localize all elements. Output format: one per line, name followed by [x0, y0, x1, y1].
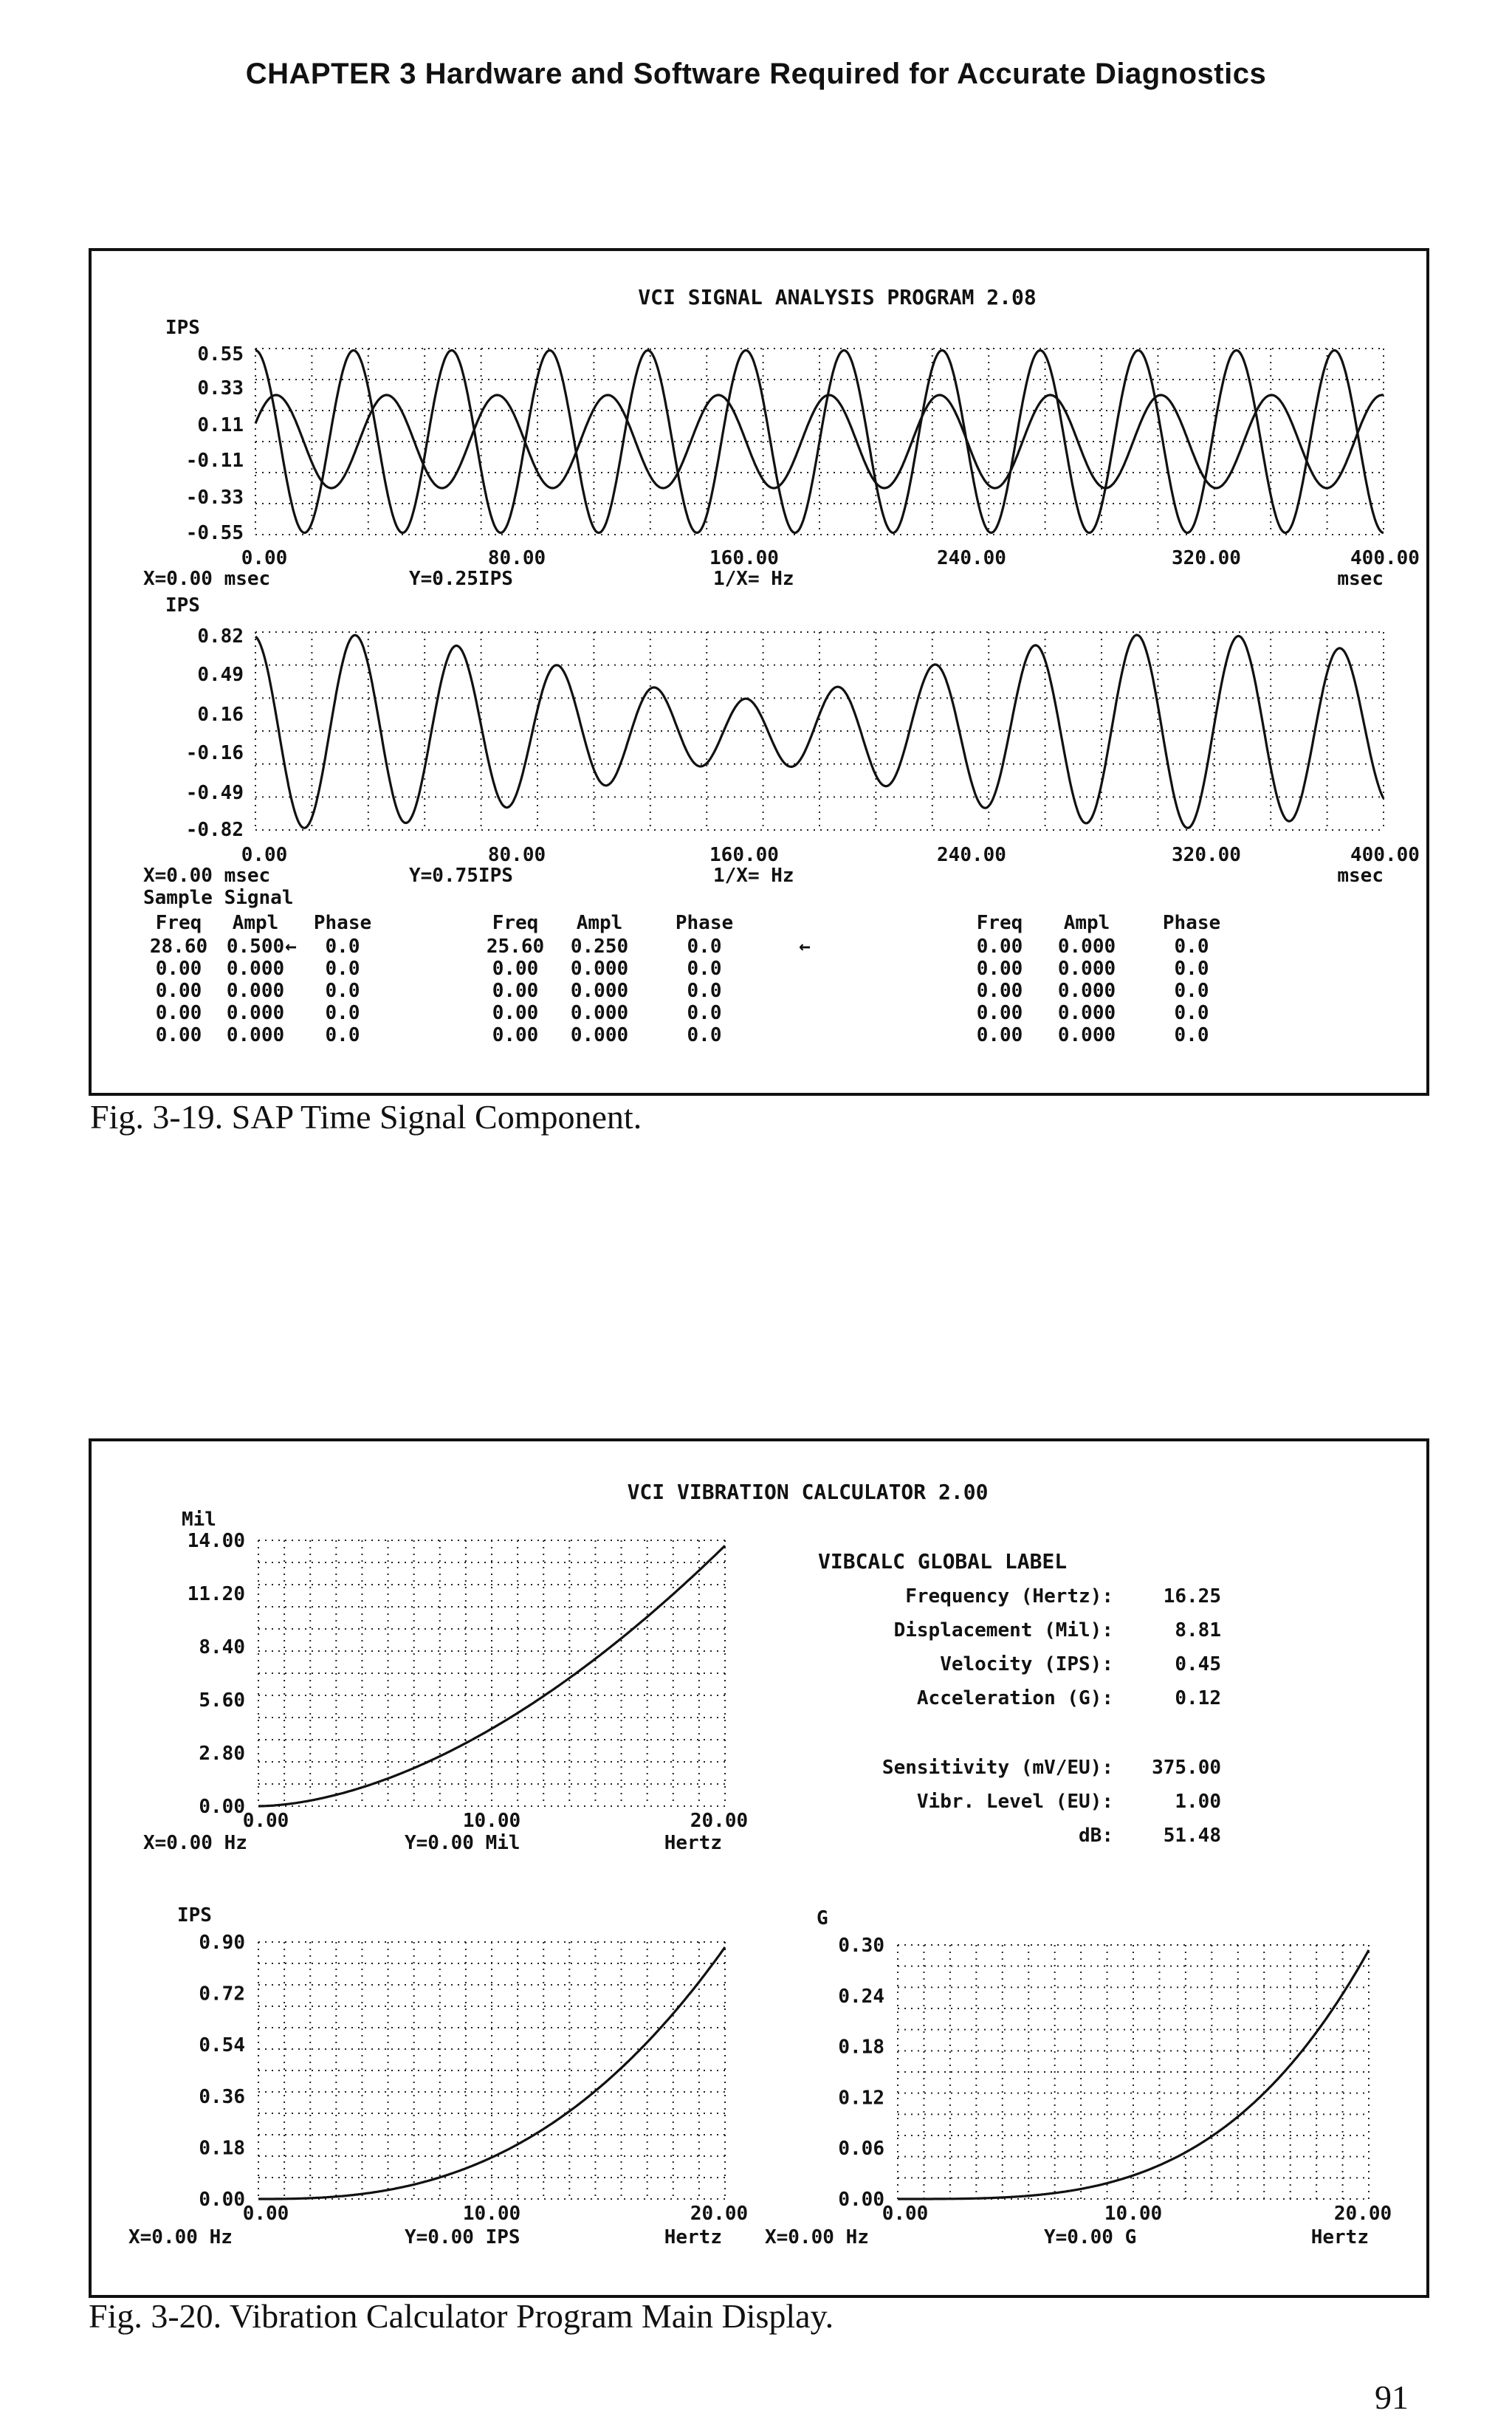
table-cell: 0.0: [325, 958, 360, 980]
fig-3-20-caption: Fig. 3-20. Vibration Calculator Program Main Display.: [89, 2297, 834, 2335]
disp-x-unit: Hertz: [664, 1832, 722, 1854]
plot1-xtick: 0.00: [241, 547, 288, 569]
disp-plot-xticks: [243, 1810, 748, 1832]
disp-ytick: 11.20: [187, 1583, 245, 1605]
table-cell: 0.00: [492, 1002, 539, 1024]
acc-ytick: 0.06: [838, 2138, 884, 2161]
table-cell: 0.0: [325, 980, 360, 1002]
table-cell: 0.000: [1057, 980, 1116, 1002]
plot2-ytick: 0.16: [197, 704, 244, 726]
acc-x-unit: Hertz: [1310, 2226, 1369, 2248]
table-cell: 0.00: [155, 958, 202, 980]
vel-ytick: 0.72: [199, 1983, 245, 2006]
table-cell: 0.00: [155, 1024, 202, 1046]
table-cell: 0.500: [226, 936, 285, 958]
plot1-xtick: 400.00: [1350, 547, 1420, 569]
table-cell: 0.000: [570, 980, 629, 1002]
page-number: 91: [1375, 2378, 1409, 2416]
table-cell: 0.000: [226, 958, 285, 980]
table-cell: 0.000: [1057, 936, 1116, 958]
table-header: Ampl: [232, 912, 279, 934]
plot2-yticks: [186, 625, 244, 841]
plot2-xtick: 80.00: [487, 844, 546, 866]
plot2-xtick: 240.00: [937, 844, 1006, 866]
acc-readout-y: Y=0.00 G: [1044, 2226, 1137, 2248]
table-header: Freq: [155, 912, 202, 934]
plot2-x-unit: msec: [1337, 865, 1384, 887]
acc-xtick: 20.00: [1333, 2203, 1392, 2225]
acc-plot-grid: [898, 1945, 1369, 2199]
vel-x-unit: Hertz: [664, 2226, 722, 2248]
plot1-readout-x: X=0.00 msec: [143, 568, 271, 590]
acc-ytick: 0.12: [838, 2087, 884, 2110]
disp-ytick: 5.60: [199, 1689, 245, 1712]
vcalc-screen-canvas: [92, 1441, 1426, 2295]
table-cell: 0.00: [976, 1002, 1023, 1024]
vel-xtick: 20.00: [690, 2203, 749, 2225]
disp-xtick: 10.00: [462, 1810, 521, 1832]
info-label: dB:: [1079, 1825, 1113, 1847]
table-cell: 0.0: [687, 1002, 722, 1024]
vel-ytick: 0.90: [199, 1932, 245, 1954]
disp-plot-grid: [258, 1540, 725, 1806]
table-cell: 0.000: [570, 1024, 629, 1046]
plot2-readout-y: Y=0.75IPS: [409, 865, 513, 887]
component-table: [150, 912, 1220, 1046]
table-header: Phase: [1162, 912, 1221, 934]
selected-row-arrow-icon: ←: [799, 936, 811, 958]
plot2-ytick: -0.82: [185, 819, 244, 841]
table-cell: 0.0: [687, 936, 722, 958]
table-cell: 0.0: [1174, 1024, 1209, 1046]
acc-plot-yticks: [838, 1935, 884, 2211]
acc-ytick: 0.18: [838, 2036, 884, 2059]
info-label: Sensitivity (mV/EU):: [882, 1757, 1113, 1779]
plot2-ytick: 0.49: [197, 664, 244, 686]
table-header: Freq: [976, 912, 1023, 934]
table-cell: 0.00: [976, 1024, 1023, 1046]
disp-plot-yticks: [188, 1530, 245, 1818]
table-cell: 0.00: [492, 958, 539, 980]
table-cell: 0.0: [687, 1024, 722, 1046]
info-value: 375.00: [1152, 1757, 1221, 1779]
info-label: Displacement (Mil):: [893, 1619, 1113, 1641]
plot1-xtick: 320.00: [1172, 547, 1241, 569]
vel-ytick: 0.00: [199, 2189, 245, 2211]
disp-readout-y: Y=0.00 Mil: [405, 1832, 520, 1854]
plot2-xtick: 0.00: [241, 844, 288, 866]
vel-readout-x: X=0.00 Hz: [128, 2226, 233, 2248]
plot2-readout-x: X=0.00 msec: [143, 865, 271, 887]
table-cell: 0.000: [570, 958, 629, 980]
info-value: 0.12: [1175, 1687, 1221, 1709]
vel-xtick: 0.00: [242, 2203, 289, 2225]
table-header: Phase: [313, 912, 372, 934]
plot2-ytick: -0.49: [185, 782, 244, 804]
table-cell: 0.000: [226, 980, 285, 1002]
acc-ytick: 0.30: [838, 1935, 884, 1957]
plot2-readout-inverse: 1/X= Hz: [713, 865, 794, 887]
plot1-readout-inverse: 1/X= Hz: [713, 568, 794, 590]
plot1-ytick: -0.11: [185, 450, 244, 472]
table-cell: 0.0: [687, 980, 722, 1002]
disp-ytick: 14.00: [187, 1530, 245, 1552]
plot1-ytick: -0.33: [185, 487, 244, 509]
vel-xtick: 10.00: [462, 2203, 521, 2225]
plot2-unit: IPS: [165, 594, 200, 617]
table-cell: 0.0: [325, 1002, 360, 1024]
acceleration-curve: [898, 1950, 1369, 2199]
table-cell: 0.0: [325, 936, 360, 958]
acc-ytick: 0.00: [838, 2189, 884, 2211]
table-cell: 0.00: [492, 980, 539, 1002]
table-cell: 0.00: [155, 980, 202, 1002]
sap-title: VCI SIGNAL ANALYSIS PROGRAM 2.08: [638, 285, 1037, 309]
table-cell: 0.00: [155, 1002, 202, 1024]
table-cell: 0.000: [1057, 1024, 1116, 1046]
vel-ytick: 0.18: [199, 2137, 245, 2160]
table-cell: 0.0: [1174, 936, 1209, 958]
acc-ytick: 0.24: [838, 1985, 884, 2008]
vibcalc-values: [882, 1585, 1221, 1847]
table-cell: 0.00: [976, 980, 1023, 1002]
vibcalc-global-label: VIBCALC GLOBAL LABEL: [818, 1549, 1068, 1574]
vel-plot-yticks: [199, 1932, 245, 2211]
acc-xtick: 10.00: [1104, 2203, 1163, 2225]
table-header: Ampl: [576, 912, 623, 934]
table-header: Ampl: [1063, 912, 1110, 934]
vel-plot-xticks: [243, 2203, 748, 2225]
table-cell: 0.000: [226, 1024, 285, 1046]
plot1-xticks: [241, 547, 1420, 569]
plot2-ytick: 0.82: [197, 625, 244, 648]
vel-plot-unit: IPS: [177, 1904, 212, 1927]
disp-xtick: 0.00: [242, 1810, 289, 1832]
info-value: 16.25: [1163, 1585, 1221, 1608]
table-cell: 0.00: [976, 936, 1023, 958]
plot2-xtick: 160.00: [709, 844, 779, 866]
table-cell: 25.60: [486, 936, 545, 958]
table-header: Freq: [492, 912, 539, 934]
table-cell: 0.000: [226, 1002, 285, 1024]
table-cell: 0.0: [1174, 958, 1209, 980]
plot2-xtick: 320.00: [1172, 844, 1241, 866]
vcalc-title: VCI VIBRATION CALCULATOR 2.00: [627, 1480, 989, 1504]
plot1-x-unit: msec: [1337, 568, 1384, 590]
vel-ytick: 0.54: [199, 2034, 245, 2057]
plot1-ytick: -0.55: [185, 522, 244, 544]
table-cell: 0.0: [325, 1024, 360, 1046]
plot1-xtick: 160.00: [709, 547, 779, 569]
disp-readout-x: X=0.00 Hz: [143, 1832, 247, 1854]
table-cell: 0.0: [687, 958, 722, 980]
plot1-xtick: 240.00: [937, 547, 1006, 569]
info-label: Velocity (IPS):: [940, 1653, 1113, 1675]
info-label: Acceleration (G):: [916, 1687, 1113, 1709]
acc-readout-x: X=0.00 Hz: [765, 2226, 869, 2248]
vel-readout-y: Y=0.00 IPS: [405, 2226, 520, 2248]
info-label: Vibr. Level (EU):: [916, 1791, 1113, 1813]
table-cell: 0.0: [1174, 980, 1209, 1002]
acc-plot-unit: G: [817, 1907, 828, 1929]
vel-plot-grid: [258, 1942, 725, 2199]
disp-xtick: 20.00: [690, 1810, 749, 1832]
disp-ytick: 2.80: [199, 1743, 245, 1765]
plot1-xtick: 80.00: [487, 547, 546, 569]
acc-xtick: 0.00: [882, 2203, 929, 2225]
plot2-xticks: [241, 844, 1420, 866]
plot1-ytick: 0.55: [197, 343, 244, 366]
table-cell: 0.000: [1057, 1002, 1116, 1024]
fig-3-19-caption: Fig. 3-19. SAP Time Signal Component.: [90, 1098, 642, 1136]
sap-screen: [89, 248, 1429, 1096]
plot1-ytick: 0.11: [197, 414, 244, 436]
disp-plot-unit: Mil: [182, 1509, 216, 1531]
plot1-unit: IPS: [165, 317, 200, 339]
plot2-ytick: -0.16: [185, 742, 244, 764]
table-cell: 0.00: [976, 958, 1023, 980]
disp-ytick: 8.40: [199, 1636, 245, 1658]
selected-row-arrow-icon: ←: [285, 936, 297, 958]
disp-ytick: 0.00: [199, 1796, 245, 1818]
info-value: 8.81: [1175, 1619, 1221, 1641]
vibration-calculator-screen: [89, 1438, 1429, 2298]
table-cell: 0.0: [1174, 1002, 1209, 1024]
info-value: 0.45: [1175, 1653, 1221, 1675]
sap-screen-canvas: [92, 251, 1426, 1093]
acc-plot-xticks: [882, 2203, 1392, 2225]
table-header: Phase: [675, 912, 734, 934]
table-cell: 0.000: [1057, 958, 1116, 980]
table-cell: 28.60: [149, 936, 208, 958]
plot1-readout-y: Y=0.25IPS: [409, 568, 513, 590]
table-cell: 0.00: [492, 1024, 539, 1046]
info-value: 1.00: [1175, 1791, 1221, 1813]
table-cell: 0.250: [570, 936, 629, 958]
info-value: 51.48: [1163, 1825, 1221, 1847]
vel-ytick: 0.36: [199, 2085, 245, 2108]
sample-signal-label: Sample Signal: [143, 887, 294, 909]
info-label: Frequency (Hertz):: [905, 1585, 1113, 1608]
plot2-xtick: 400.00: [1350, 844, 1420, 866]
plot1-ytick: 0.33: [197, 377, 244, 399]
page-header: CHAPTER 3 Hardware and Software Required for Accurate Diagnostics: [245, 58, 1267, 90]
table-cell: 0.000: [570, 1002, 629, 1024]
plot1-yticks: [186, 343, 244, 544]
